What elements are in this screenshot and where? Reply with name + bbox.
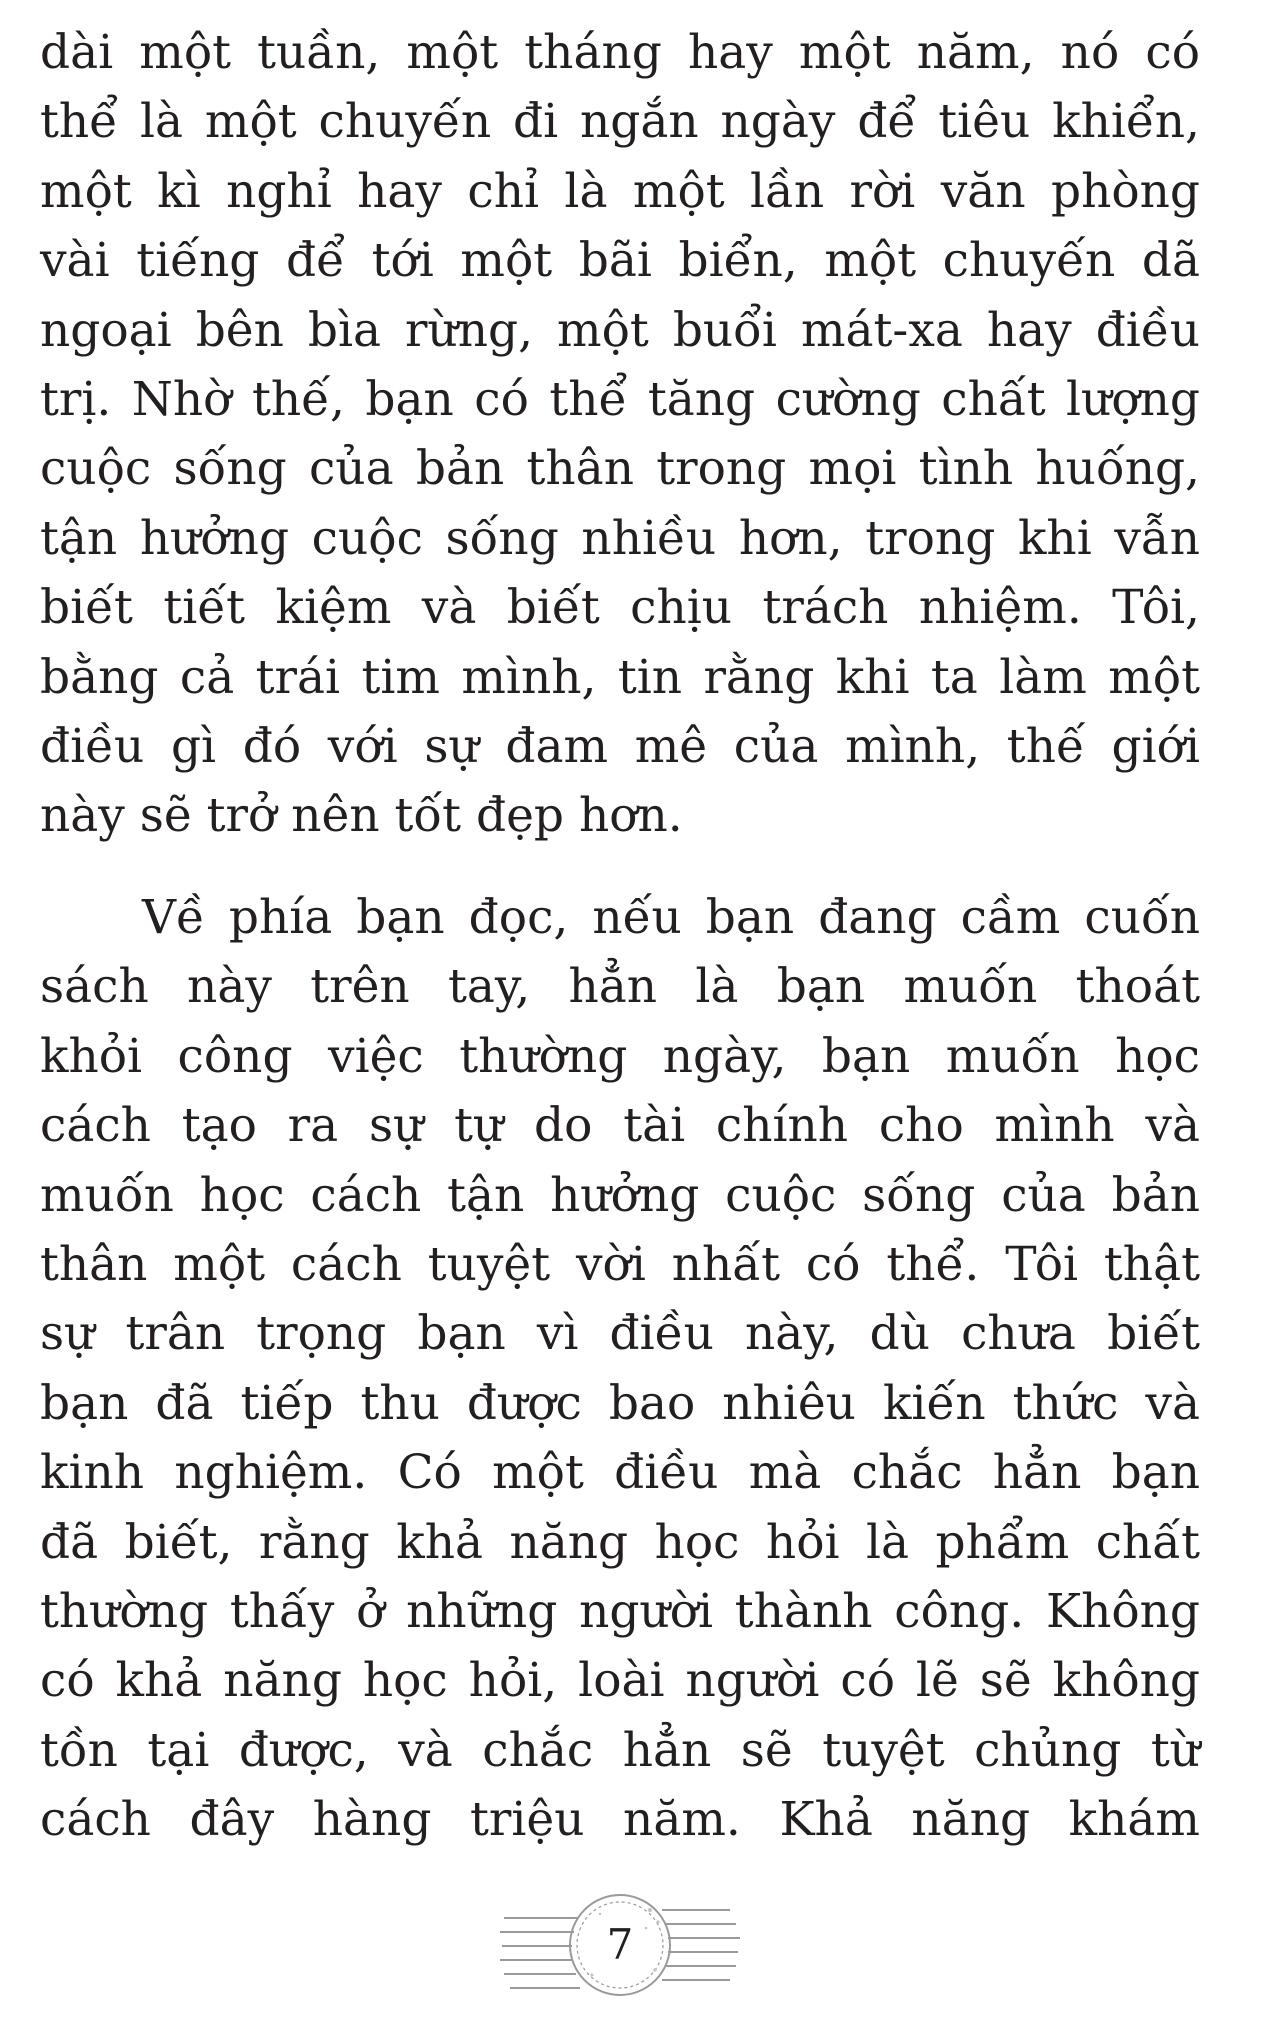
text-line: biết tiết kiệm và biết chịu trách nhiệm. Tôi, — [40, 580, 1200, 636]
text-line: dài một tuần, một tháng hay một năm, nó có — [40, 25, 1200, 80]
text-line: thân một cách tuyệt vời nhất có thể. Tôi thật — [40, 1236, 1200, 1292]
text-line: cách đây hàng triệu năm. Khả năng khám — [40, 1792, 1200, 1848]
text-line: ngoại bên bìa rừng, một buổi mát-xa hay điều — [40, 302, 1200, 358]
page-number: 7 — [606, 1920, 634, 1969]
page-body — [40, 18, 1200, 1855]
text-line: đã biết, rằng khả năng học hỏi là phẩm chất — [40, 1514, 1200, 1570]
page-footer — [500, 1870, 740, 2020]
text-line: bạn đã tiếp thu được bao nhiêu kiến thức và — [40, 1375, 1200, 1431]
paragraph-2 — [40, 883, 1200, 1855]
text-line: điều gì đó với sự đam mê của mình, thế giới — [40, 719, 1200, 775]
text-line: cách tạo ra sự tự do tài chính cho mình và — [40, 1098, 1200, 1154]
text-line: muốn học cách tận hưởng cuộc sống của bản — [40, 1167, 1200, 1223]
paragraph-1 — [40, 18, 1200, 851]
text-line: này sẽ trở nên tốt đẹp hơn. — [40, 788, 683, 844]
text-line: thể là một chuyến đi ngắn ngày để tiêu khiển, — [40, 94, 1200, 150]
text-line: sách này trên tay, hẳn là bạn muốn thoát — [40, 959, 1200, 1015]
text-line: tận hưởng cuộc sống nhiều hơn, trong khi vẫn — [40, 510, 1200, 566]
text-line: có khả năng học hỏi, loài người có lẽ sẽ không — [40, 1653, 1200, 1709]
text-line: tồn tại được, và chắc hẳn sẽ tuyệt chủng từ — [40, 1722, 1200, 1778]
text-line: một kì nghỉ hay chỉ là một lần rời văn phòng — [40, 163, 1200, 219]
text-line: vài tiếng để tới một bãi biển, một chuyến dã — [40, 233, 1200, 289]
text-line: Về phía bạn đọc, nếu bạn đang cầm cuốn — [142, 889, 1200, 945]
text-line: sự trân trọng bạn vì điều này, dù chưa biết — [40, 1306, 1200, 1362]
text-line: cuộc sống của bản thân trong mọi tình huống, — [40, 441, 1200, 497]
text-line: trị. Nhờ thế, bạn có thể tăng cường chất lượng — [40, 372, 1200, 428]
text-line: kinh nghiệm. Có một điều mà chắc hẳn bạn — [40, 1445, 1200, 1501]
text-line: khỏi công việc thường ngày, bạn muốn học — [40, 1028, 1200, 1084]
text-line: thường thấy ở những người thành công. Không — [40, 1583, 1200, 1639]
text-line: bằng cả trái tim mình, tin rằng khi ta làm một — [40, 649, 1200, 705]
